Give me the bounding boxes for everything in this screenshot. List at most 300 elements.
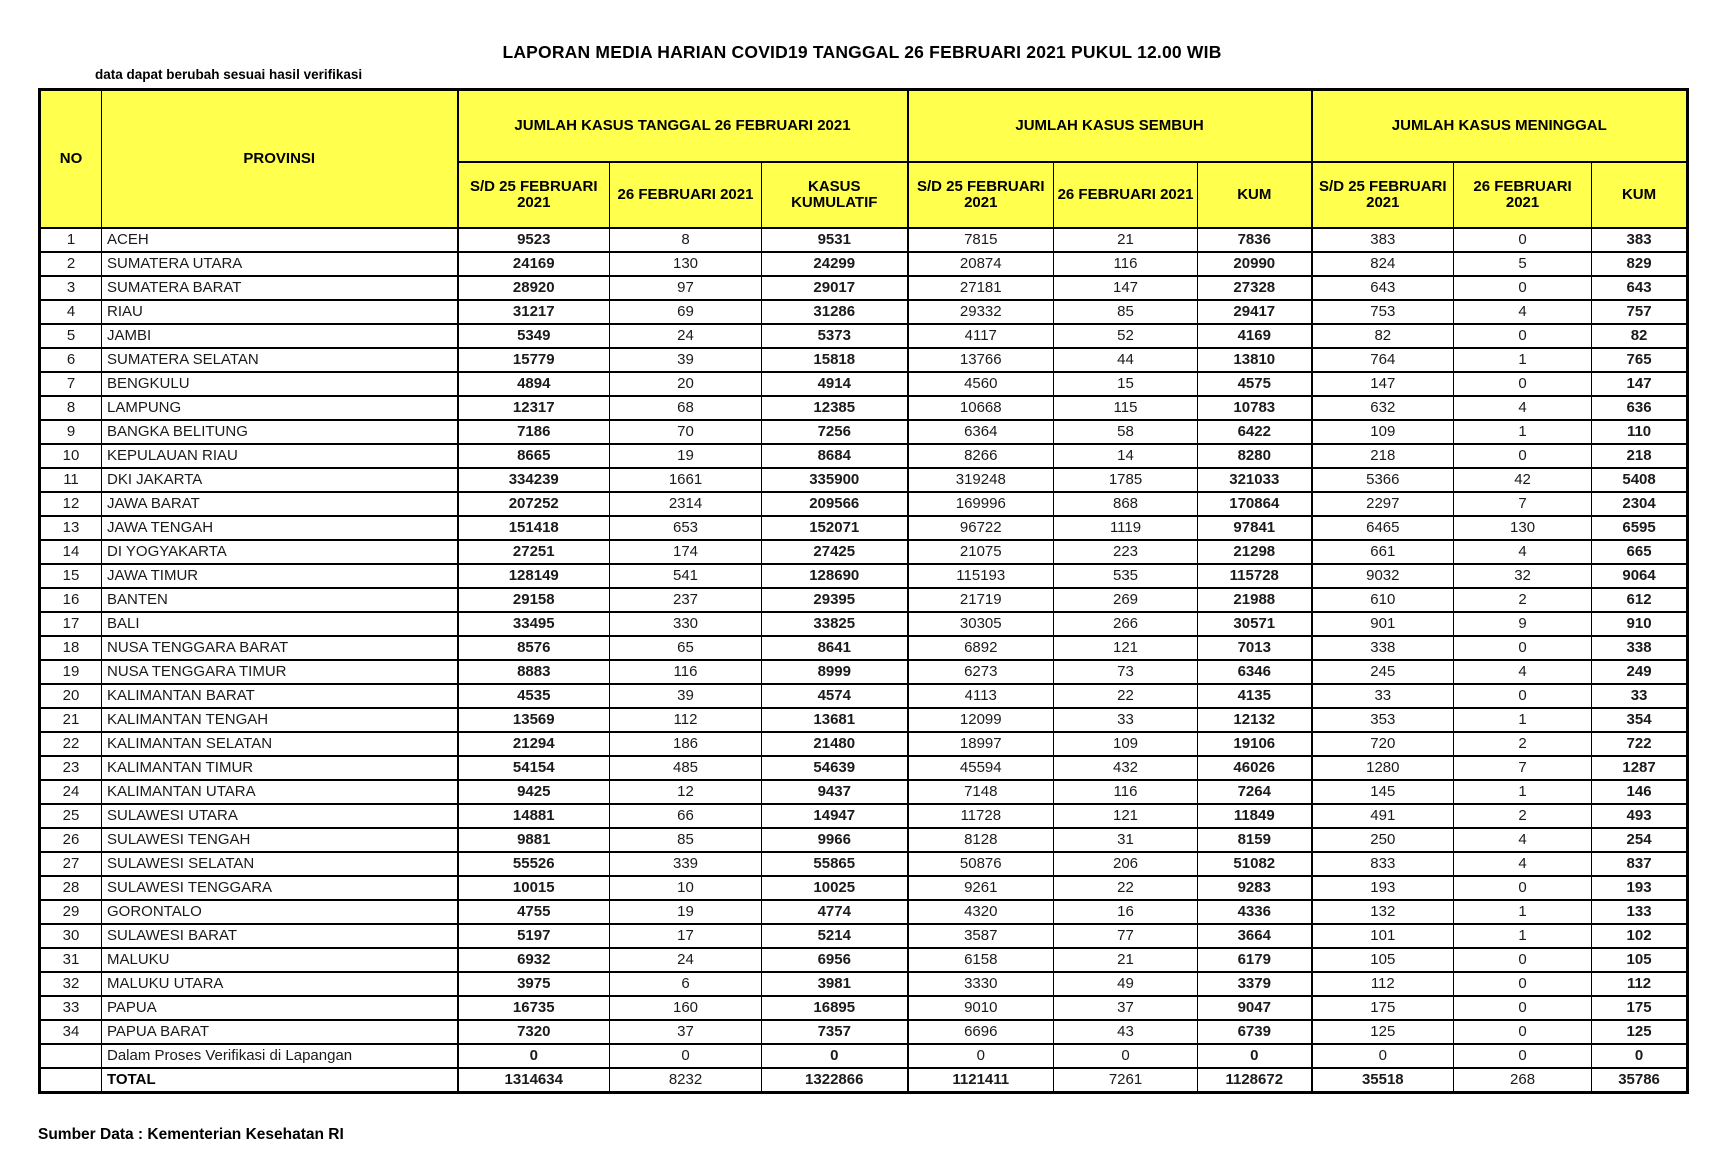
- cell-value: 6364: [908, 420, 1054, 444]
- cell-value: 661: [1312, 540, 1454, 564]
- cell-value: 13569: [458, 708, 610, 732]
- cell-value: 24: [610, 324, 762, 348]
- cell-value: 209566: [762, 492, 908, 516]
- cell-value: 128149: [458, 564, 610, 588]
- cell-value: 1785: [1054, 468, 1198, 492]
- cell-value: 1314634: [458, 1068, 610, 1093]
- cell-value: 9425: [458, 780, 610, 804]
- cell-value: 130: [1454, 516, 1592, 540]
- cell-value: 218: [1312, 444, 1454, 468]
- cell-value: 250: [1312, 828, 1454, 852]
- cell-value: 16: [1054, 900, 1198, 924]
- cell-value: 0: [762, 1044, 908, 1068]
- cell-no: 13: [40, 516, 102, 540]
- cell-value: 0: [1454, 636, 1592, 660]
- cell-value: 4: [1454, 852, 1592, 876]
- cell-value: 29158: [458, 588, 610, 612]
- cell-provinsi: TOTAL: [102, 1068, 458, 1093]
- cell-value: 21298: [1198, 540, 1312, 564]
- cell-value: 4320: [908, 900, 1054, 924]
- verification-row: [40, 1044, 1688, 1068]
- cell-value: 643: [1312, 276, 1454, 300]
- cell-value: 73: [1054, 660, 1198, 684]
- cell-value: 10015: [458, 876, 610, 900]
- cell-value: 206: [1054, 852, 1198, 876]
- cell-value: 4755: [458, 900, 610, 924]
- cell-value: 28920: [458, 276, 610, 300]
- cell-value: 432: [1054, 756, 1198, 780]
- col-header-sembuh-26feb: 26 FEBRUARI 2021: [1054, 162, 1198, 228]
- cell-value: 125: [1592, 1020, 1688, 1044]
- cell-value: 653: [610, 516, 762, 540]
- province-row: [40, 1020, 1688, 1044]
- cell-value: 85: [1054, 300, 1198, 324]
- cell-value: 24: [610, 948, 762, 972]
- cell-value: 722: [1592, 732, 1688, 756]
- province-row: [40, 444, 1688, 468]
- cell-provinsi: KALIMANTAN BARAT: [102, 684, 458, 708]
- cell-value: 353: [1312, 708, 1454, 732]
- cell-value: 52: [1054, 324, 1198, 348]
- cell-value: 5: [1454, 252, 1592, 276]
- cell-no: 7: [40, 372, 102, 396]
- province-row: [40, 852, 1688, 876]
- cell-value: 30571: [1198, 612, 1312, 636]
- cell-value: 193: [1312, 876, 1454, 900]
- cell-value: 8128: [908, 828, 1054, 852]
- cell-value: 115: [1054, 396, 1198, 420]
- cell-value: 170864: [1198, 492, 1312, 516]
- cell-value: 29332: [908, 300, 1054, 324]
- cell-value: 21075: [908, 540, 1054, 564]
- covid-report-table: [38, 88, 1689, 1094]
- cell-value: 5214: [762, 924, 908, 948]
- cell-value: 4535: [458, 684, 610, 708]
- cell-value: 8641: [762, 636, 908, 660]
- cell-value: 8159: [1198, 828, 1312, 852]
- cell-value: 105: [1592, 948, 1688, 972]
- cell-value: 2: [1454, 588, 1592, 612]
- cell-value: 493: [1592, 804, 1688, 828]
- cell-no: 17: [40, 612, 102, 636]
- cell-provinsi: JAWA BARAT: [102, 492, 458, 516]
- province-row: [40, 228, 1688, 252]
- cell-value: 17: [610, 924, 762, 948]
- cell-value: 6696: [908, 1020, 1054, 1044]
- cell-no: [40, 1044, 102, 1068]
- cell-provinsi: KALIMANTAN TIMUR: [102, 756, 458, 780]
- cell-value: 0: [1454, 684, 1592, 708]
- cell-provinsi: SULAWESI SELATAN: [102, 852, 458, 876]
- cell-value: 0: [1312, 1044, 1454, 1068]
- province-row: [40, 420, 1688, 444]
- cell-value: 335900: [762, 468, 908, 492]
- cell-value: 0: [1198, 1044, 1312, 1068]
- cell-value: 354: [1592, 708, 1688, 732]
- cell-value: 19: [610, 444, 762, 468]
- province-row: [40, 636, 1688, 660]
- cell-value: 174: [610, 540, 762, 564]
- cell-value: 27181: [908, 276, 1054, 300]
- cell-value: 636: [1592, 396, 1688, 420]
- cell-value: 0: [1454, 276, 1592, 300]
- cell-provinsi: MALUKU: [102, 948, 458, 972]
- cell-value: 8684: [762, 444, 908, 468]
- cell-value: 8232: [610, 1068, 762, 1093]
- cell-value: 39: [610, 348, 762, 372]
- cell-value: 12132: [1198, 708, 1312, 732]
- cell-value: 8665: [458, 444, 610, 468]
- cell-value: 21: [1054, 948, 1198, 972]
- cell-value: 97841: [1198, 516, 1312, 540]
- col-group-sembuh: JUMLAH KASUS SEMBUH: [908, 90, 1312, 163]
- cell-value: 720: [1312, 732, 1454, 756]
- cell-value: 237: [610, 588, 762, 612]
- cell-value: 0: [1592, 1044, 1688, 1068]
- cell-value: 1: [1454, 348, 1592, 372]
- cell-value: 8576: [458, 636, 610, 660]
- cell-value: 764: [1312, 348, 1454, 372]
- cell-value: 4914: [762, 372, 908, 396]
- cell-value: 132: [1312, 900, 1454, 924]
- cell-no: 20: [40, 684, 102, 708]
- cell-value: 82: [1592, 324, 1688, 348]
- cell-value: 383: [1312, 228, 1454, 252]
- cell-value: 12099: [908, 708, 1054, 732]
- cell-value: 0: [1454, 1044, 1592, 1068]
- cell-value: 66: [610, 804, 762, 828]
- cell-value: 3330: [908, 972, 1054, 996]
- province-row: [40, 516, 1688, 540]
- cell-value: 10668: [908, 396, 1054, 420]
- cell-value: 1128672: [1198, 1068, 1312, 1093]
- cell-value: 13766: [908, 348, 1054, 372]
- report-title: LAPORAN MEDIA HARIAN COVID19 TANGGAL 26 FEBRUARI 2021 PUKUL 12.00 WIB: [502, 42, 1222, 62]
- cell-value: 2314: [610, 492, 762, 516]
- cell-value: 7357: [762, 1020, 908, 1044]
- cell-value: 13810: [1198, 348, 1312, 372]
- province-row: [40, 396, 1688, 420]
- cell-value: 21480: [762, 732, 908, 756]
- cell-value: 7256: [762, 420, 908, 444]
- cell-value: 9283: [1198, 876, 1312, 900]
- cell-value: 610: [1312, 588, 1454, 612]
- cell-provinsi: SULAWESI TENGGARA: [102, 876, 458, 900]
- cell-value: 19: [610, 900, 762, 924]
- cell-value: 175: [1312, 996, 1454, 1020]
- cell-provinsi: JAMBI: [102, 324, 458, 348]
- cell-provinsi: NUSA TENGGARA TIMUR: [102, 660, 458, 684]
- cell-value: 0: [1454, 372, 1592, 396]
- cell-value: 51082: [1198, 852, 1312, 876]
- cell-value: 0: [1454, 996, 1592, 1020]
- cell-value: 42: [1454, 468, 1592, 492]
- cell-value: 1322866: [762, 1068, 908, 1093]
- cell-value: 3975: [458, 972, 610, 996]
- cell-no: 8: [40, 396, 102, 420]
- cell-value: 7: [1454, 492, 1592, 516]
- cell-value: 9881: [458, 828, 610, 852]
- cell-value: 186: [610, 732, 762, 756]
- cell-value: 4117: [908, 324, 1054, 348]
- cell-value: 269: [1054, 588, 1198, 612]
- cell-value: 8883: [458, 660, 610, 684]
- cell-value: 85: [610, 828, 762, 852]
- cell-value: 32: [1454, 564, 1592, 588]
- cell-value: 15: [1054, 372, 1198, 396]
- cell-value: 24169: [458, 252, 610, 276]
- cell-value: 33: [1592, 684, 1688, 708]
- cell-value: 0: [1454, 972, 1592, 996]
- cell-value: 21294: [458, 732, 610, 756]
- cell-value: 33: [1312, 684, 1454, 708]
- cell-value: 116: [610, 660, 762, 684]
- cell-value: 383: [1592, 228, 1688, 252]
- cell-value: 101: [1312, 924, 1454, 948]
- cell-value: 535: [1054, 564, 1198, 588]
- cell-value: 14947: [762, 804, 908, 828]
- cell-value: 31: [1054, 828, 1198, 852]
- cell-value: 5373: [762, 324, 908, 348]
- cell-value: 4575: [1198, 372, 1312, 396]
- cell-value: 223: [1054, 540, 1198, 564]
- cell-value: 31286: [762, 300, 908, 324]
- cell-value: 116: [1054, 252, 1198, 276]
- cell-value: 116: [1054, 780, 1198, 804]
- col-header-sembuh-sd25: S/D 25 FEBRUARI 2021: [908, 162, 1054, 228]
- cell-provinsi: SUMATERA SELATAN: [102, 348, 458, 372]
- cell-no: 6: [40, 348, 102, 372]
- cell-value: 33495: [458, 612, 610, 636]
- cell-provinsi: ACEH: [102, 228, 458, 252]
- cell-value: 20: [610, 372, 762, 396]
- cell-no: 25: [40, 804, 102, 828]
- cell-value: 18997: [908, 732, 1054, 756]
- cell-value: 112: [1312, 972, 1454, 996]
- cell-value: 757: [1592, 300, 1688, 324]
- cell-value: 4336: [1198, 900, 1312, 924]
- cell-value: 46026: [1198, 756, 1312, 780]
- cell-value: 21988: [1198, 588, 1312, 612]
- cell-no: 18: [40, 636, 102, 660]
- cell-value: 10025: [762, 876, 908, 900]
- province-row: [40, 900, 1688, 924]
- province-row: [40, 924, 1688, 948]
- cell-value: 11849: [1198, 804, 1312, 828]
- cell-value: 4: [1454, 300, 1592, 324]
- cell-value: 268: [1454, 1068, 1592, 1093]
- cell-provinsi: SULAWESI UTARA: [102, 804, 458, 828]
- cell-value: 29395: [762, 588, 908, 612]
- cell-value: 151418: [458, 516, 610, 540]
- cell-value: 338: [1592, 636, 1688, 660]
- cell-value: 20874: [908, 252, 1054, 276]
- cell-value: 37: [610, 1020, 762, 1044]
- cell-no: 28: [40, 876, 102, 900]
- cell-value: 2: [1454, 732, 1592, 756]
- cell-value: 152071: [762, 516, 908, 540]
- cell-provinsi: KEPULAUAN RIAU: [102, 444, 458, 468]
- cell-value: 121: [1054, 804, 1198, 828]
- cell-value: 0: [1454, 228, 1592, 252]
- cell-value: 4169: [1198, 324, 1312, 348]
- cell-value: 6: [610, 972, 762, 996]
- cell-provinsi: MALUKU UTARA: [102, 972, 458, 996]
- cell-value: 130: [610, 252, 762, 276]
- cell-value: 1: [1454, 780, 1592, 804]
- cell-no: 27: [40, 852, 102, 876]
- cell-value: 97: [610, 276, 762, 300]
- cell-value: 9047: [1198, 996, 1312, 1020]
- cell-value: 7320: [458, 1020, 610, 1044]
- cell-no: 15: [40, 564, 102, 588]
- cell-value: 254: [1592, 828, 1688, 852]
- cell-no: 1: [40, 228, 102, 252]
- cell-no: 24: [40, 780, 102, 804]
- province-row: [40, 372, 1688, 396]
- cell-value: 0: [1454, 948, 1592, 972]
- cell-value: 169996: [908, 492, 1054, 516]
- cell-value: 334239: [458, 468, 610, 492]
- cell-value: 5349: [458, 324, 610, 348]
- cell-value: 0: [1454, 444, 1592, 468]
- cell-no: 14: [40, 540, 102, 564]
- cell-value: 58: [1054, 420, 1198, 444]
- cell-value: 45594: [908, 756, 1054, 780]
- cell-value: 102: [1592, 924, 1688, 948]
- cell-no: [40, 1068, 102, 1093]
- cell-value: 19106: [1198, 732, 1312, 756]
- cell-no: 16: [40, 588, 102, 612]
- cell-value: 6422: [1198, 420, 1312, 444]
- cell-provinsi: RIAU: [102, 300, 458, 324]
- cell-no: 9: [40, 420, 102, 444]
- cell-value: 9: [1454, 612, 1592, 636]
- col-header-no: NO: [40, 90, 102, 229]
- cell-value: 175: [1592, 996, 1688, 1020]
- province-row: [40, 300, 1688, 324]
- cell-value: 39: [610, 684, 762, 708]
- cell-value: 4774: [762, 900, 908, 924]
- cell-value: 35518: [1312, 1068, 1454, 1093]
- cell-value: 3379: [1198, 972, 1312, 996]
- cell-no: 30: [40, 924, 102, 948]
- cell-value: 5197: [458, 924, 610, 948]
- province-row: [40, 780, 1688, 804]
- cell-value: 14881: [458, 804, 610, 828]
- cell-provinsi: DI YOGYAKARTA: [102, 540, 458, 564]
- cell-value: 33825: [762, 612, 908, 636]
- cell-value: 27425: [762, 540, 908, 564]
- cell-value: 30305: [908, 612, 1054, 636]
- cell-value: 29017: [762, 276, 908, 300]
- cell-value: 4574: [762, 684, 908, 708]
- cell-provinsi: BANGKA BELITUNG: [102, 420, 458, 444]
- cell-value: 9032: [1312, 564, 1454, 588]
- cell-value: 2: [1454, 804, 1592, 828]
- cell-no: 4: [40, 300, 102, 324]
- col-header-kasus-sd25: S/D 25 FEBRUARI 2021: [458, 162, 610, 228]
- cell-value: 7013: [1198, 636, 1312, 660]
- cell-value: 4560: [908, 372, 1054, 396]
- cell-value: 65: [610, 636, 762, 660]
- cell-value: 68: [610, 396, 762, 420]
- cell-provinsi: BALI: [102, 612, 458, 636]
- province-row: [40, 876, 1688, 900]
- cell-no: 29: [40, 900, 102, 924]
- cell-value: 6595: [1592, 516, 1688, 540]
- cell-value: 16735: [458, 996, 610, 1020]
- cell-value: 21719: [908, 588, 1054, 612]
- cell-value: 20990: [1198, 252, 1312, 276]
- cell-value: 70: [610, 420, 762, 444]
- cell-value: 643: [1592, 276, 1688, 300]
- cell-value: 266: [1054, 612, 1198, 636]
- col-header-kasus-26feb: 26 FEBRUARI 2021: [610, 162, 762, 228]
- cell-value: 4135: [1198, 684, 1312, 708]
- cell-value: 147: [1312, 372, 1454, 396]
- cell-value: 27328: [1198, 276, 1312, 300]
- cell-provinsi: JAWA TENGAH: [102, 516, 458, 540]
- cell-value: 27251: [458, 540, 610, 564]
- province-row: [40, 828, 1688, 852]
- cell-value: 4894: [458, 372, 610, 396]
- cell-value: 15818: [762, 348, 908, 372]
- province-row: [40, 660, 1688, 684]
- cell-value: 829: [1592, 252, 1688, 276]
- cell-value: 6346: [1198, 660, 1312, 684]
- cell-value: 6158: [908, 948, 1054, 972]
- province-row: [40, 996, 1688, 1020]
- cell-value: 125: [1312, 1020, 1454, 1044]
- cell-no: 19: [40, 660, 102, 684]
- cell-value: 7: [1454, 756, 1592, 780]
- cell-value: 541: [610, 564, 762, 588]
- cell-value: 96722: [908, 516, 1054, 540]
- cell-value: 7186: [458, 420, 610, 444]
- cell-no: 3: [40, 276, 102, 300]
- province-row: [40, 324, 1688, 348]
- cell-value: 319248: [908, 468, 1054, 492]
- cell-value: 9531: [762, 228, 908, 252]
- cell-value: 112: [1592, 972, 1688, 996]
- province-row: [40, 948, 1688, 972]
- cell-value: 1280: [1312, 756, 1454, 780]
- province-row: [40, 684, 1688, 708]
- cell-provinsi: KALIMANTAN SELATAN: [102, 732, 458, 756]
- cell-no: 31: [40, 948, 102, 972]
- province-row: [40, 252, 1688, 276]
- cell-value: 338: [1312, 636, 1454, 660]
- cell-value: 2297: [1312, 492, 1454, 516]
- cell-value: 4: [1454, 660, 1592, 684]
- cell-value: 12: [610, 780, 762, 804]
- cell-value: 837: [1592, 852, 1688, 876]
- cell-value: 146: [1592, 780, 1688, 804]
- cell-value: 128690: [762, 564, 908, 588]
- verification-note: data dapat berubah sesuai hasil verifikasi: [95, 67, 363, 82]
- cell-provinsi: KALIMANTAN UTARA: [102, 780, 458, 804]
- cell-value: 12317: [458, 396, 610, 420]
- cell-value: 12385: [762, 396, 908, 420]
- province-row: [40, 756, 1688, 780]
- cell-value: 7815: [908, 228, 1054, 252]
- header-group-row: [40, 90, 1688, 163]
- cell-value: 1287: [1592, 756, 1688, 780]
- cell-value: 6273: [908, 660, 1054, 684]
- cell-value: 8999: [762, 660, 908, 684]
- cell-value: 612: [1592, 588, 1688, 612]
